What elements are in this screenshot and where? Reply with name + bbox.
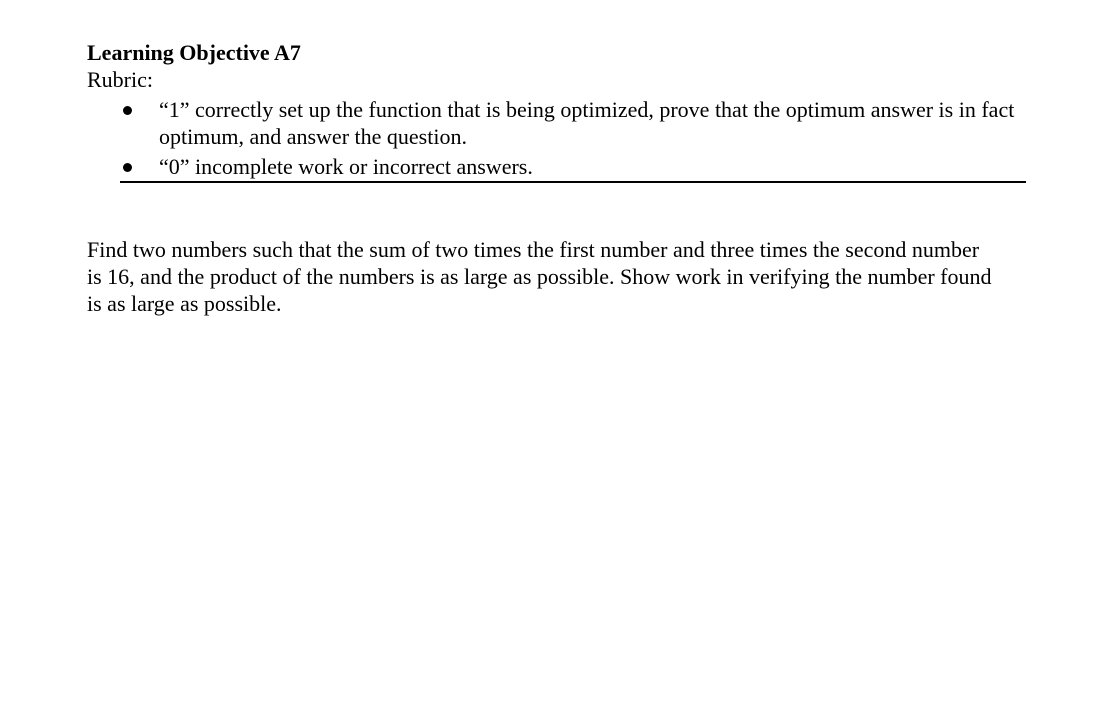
bullet-icon [123, 106, 132, 115]
rubric-item-text: “1” correctly set up the function that is being optimized, prove that the optimum answer is in fact optimum, and answer the question. [159, 97, 1015, 149]
document-page [87, 39, 1027, 317]
rubric-list [87, 96, 1027, 180]
rubric-item [87, 96, 1019, 150]
objective-title: Learning Objective A7 [87, 40, 301, 65]
rubric-item-text: “0” incomplete work or incorrect answers. [159, 154, 533, 179]
rubric-label: Rubric: [87, 67, 153, 92]
rubric-item [87, 153, 1019, 180]
rubric-divider [120, 181, 1026, 183]
bullet-icon [123, 163, 132, 172]
question-text: Find two numbers such that the sum of two times the first number and three times the second number is 16, and the product of the numbers is as large as possible. Show work in verifying the number found is as large as possible. [87, 237, 992, 316]
